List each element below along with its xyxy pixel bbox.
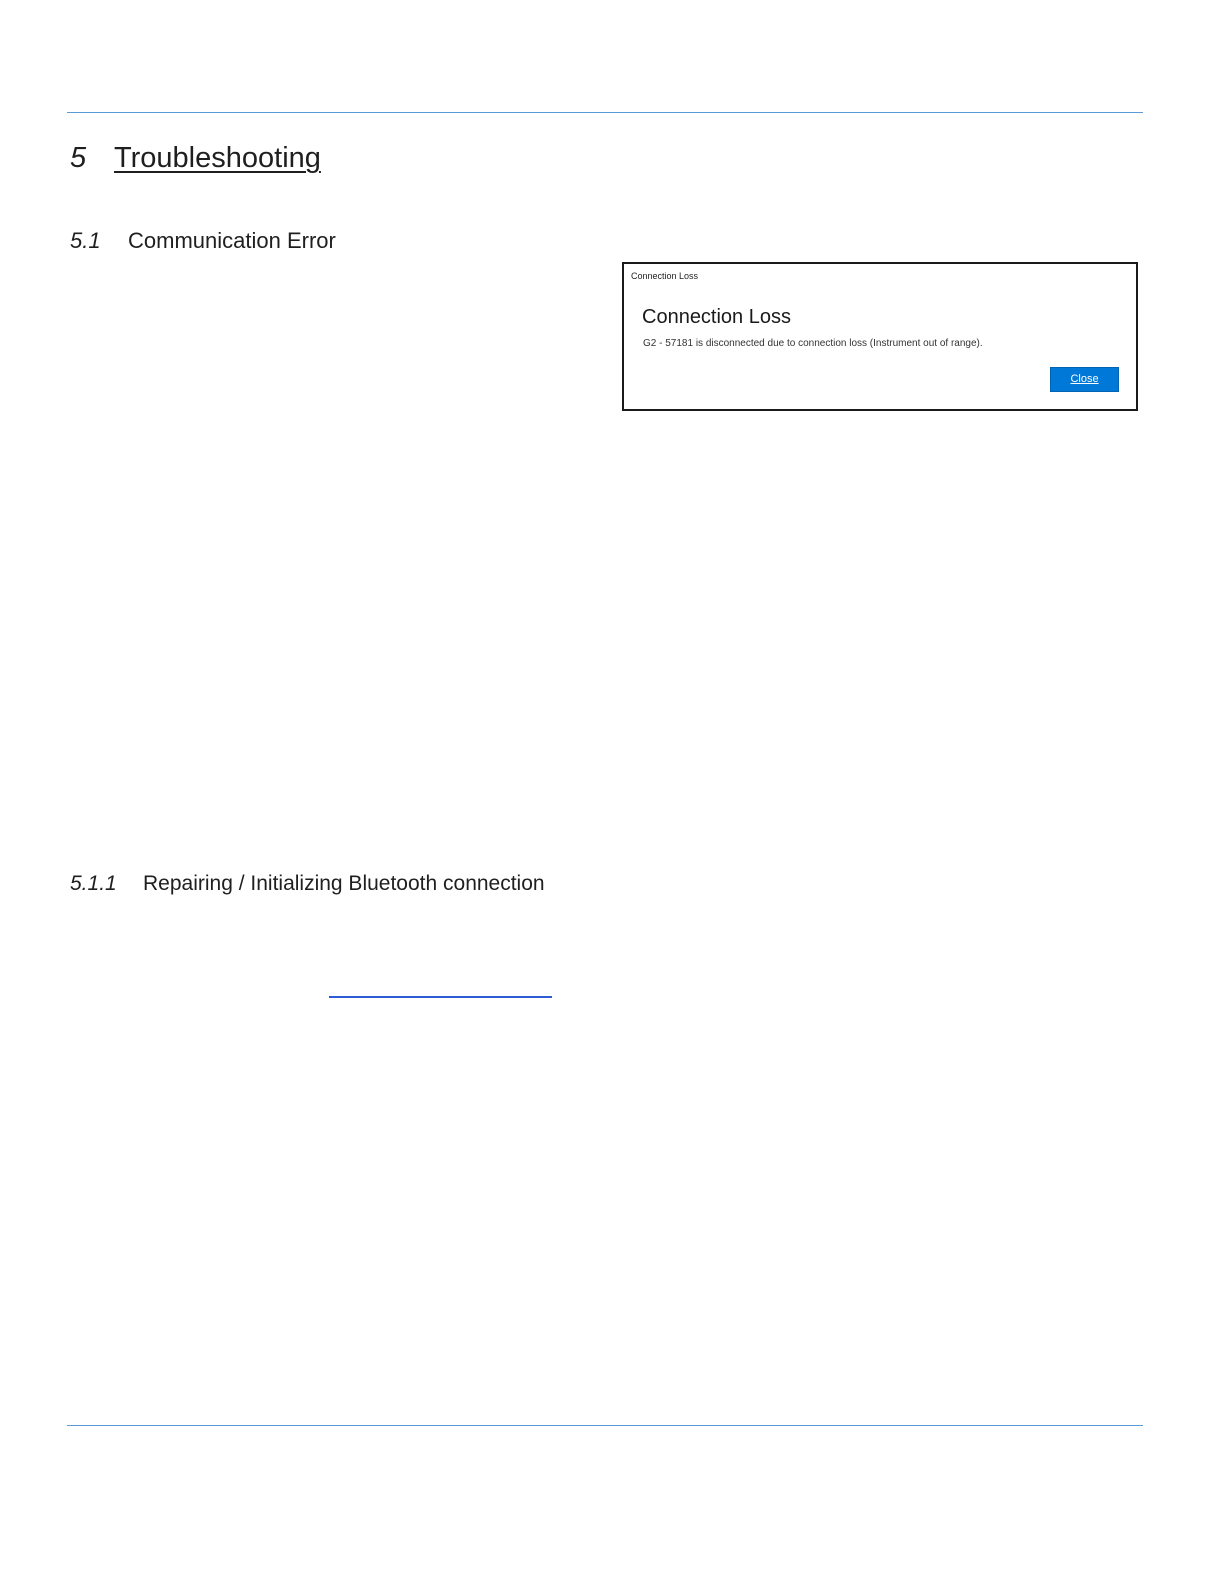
- dialog-message: G2 - 57181 is disconnected due to connection loss (Instrument out of range).: [643, 338, 983, 349]
- section-title: Troubleshooting: [114, 142, 321, 174]
- subsection-title: Communication Error: [128, 228, 336, 253]
- hyperlink-underline[interactable]: [329, 996, 552, 998]
- header-rule: [67, 112, 1143, 113]
- dialog-window-title: Connection Loss: [631, 271, 699, 281]
- footer-rule: [67, 1425, 1143, 1426]
- subsubsection-title: Repairing / Initializing Bluetooth connection: [143, 872, 545, 895]
- section-number: 5: [70, 142, 87, 174]
- section-heading: [70, 140, 321, 176]
- subsubsection-heading: [70, 870, 545, 898]
- dialog-heading: Connection Loss: [642, 306, 791, 328]
- close-button[interactable]: Close: [1050, 367, 1119, 392]
- subsection-number: 5.1: [70, 228, 101, 253]
- connection-loss-dialog-screenshot: [622, 262, 1138, 411]
- subsubsection-number: 5.1.1: [70, 872, 117, 895]
- subsection-heading: [70, 227, 336, 255]
